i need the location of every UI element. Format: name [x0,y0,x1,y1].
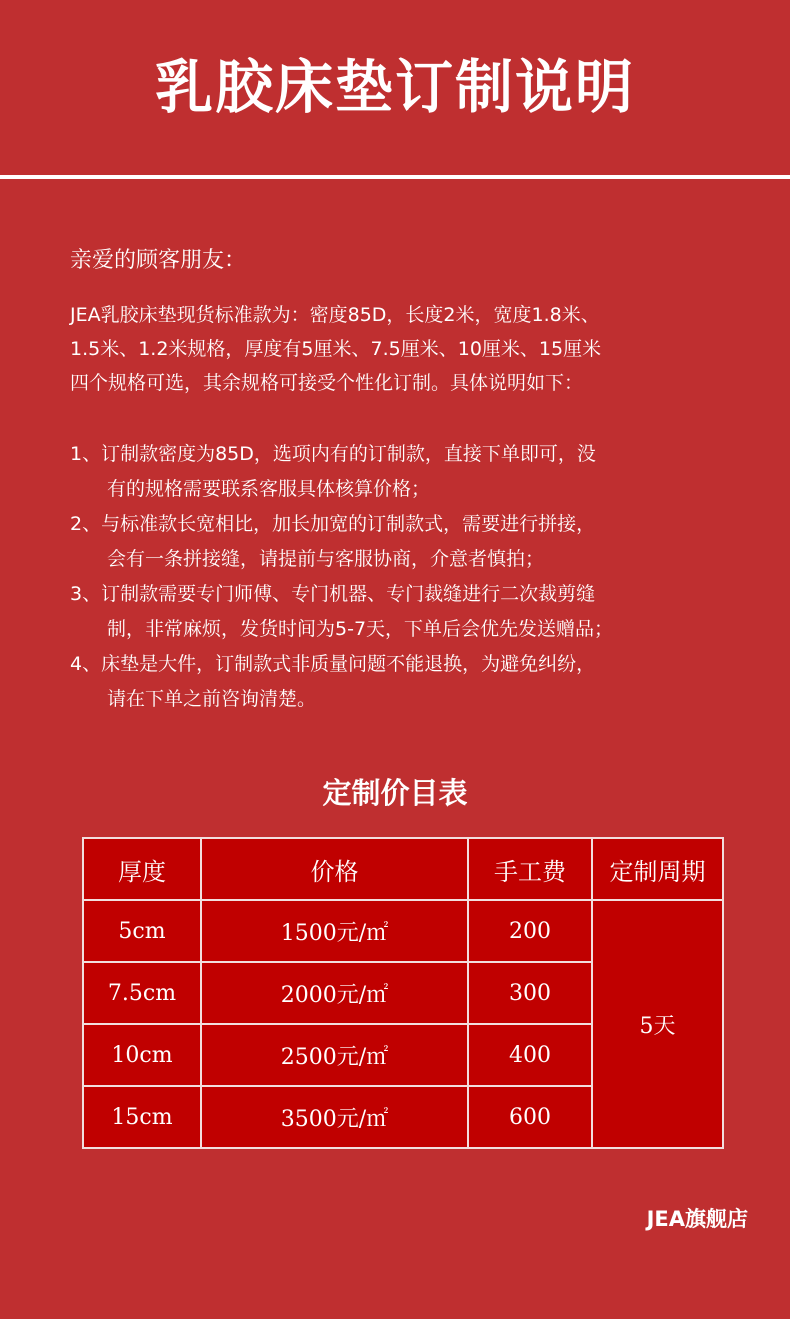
header-thickness: 厚度 [83,838,201,900]
header-fee: 手工费 [468,838,592,900]
intro-line: 1.5米、1.2米规格，厚度有5厘米、7.5厘米、10厘米、15厘米 [70,338,602,360]
note-line: 有的规格需要联系客服具体核算价格； [107,478,431,500]
price-table [82,837,724,1149]
fee-cell: 600 [468,1086,592,1148]
note-line: 1、订制款密度为85D，选项内有的订制款，直接下单即可，没 [70,443,596,465]
price-cell: 1500元/㎡ [201,900,468,962]
intro-paragraph [70,298,740,400]
note-line: 2、与标准款长宽相比，加长加宽的订制款式，需要进行拼接， [70,513,596,535]
thickness-cell: 15cm [83,1086,201,1148]
note-item [70,507,750,577]
table-header-row [83,838,723,900]
header-cycle: 定制周期 [592,838,723,900]
note-item [70,437,750,507]
price-cell: 2000元/㎡ [201,962,468,1024]
note-line: 3、订制款需要专门师傅、专门机器、专门裁缝进行二次裁剪缝 [70,583,596,605]
note-line: 制，非常麻烦，发货时间为5-7天，下单后会优先发送赠品； [107,618,614,640]
page-title: 乳胶床垫订制说明 [154,53,635,121]
note-line: 会有一条拼接缝，请提前与客服协商，介意者慎拍； [107,548,545,570]
note-line: 4、床垫是大件，订制款式非质量问题不能退换，为避免纠纷， [70,653,596,675]
header-price: 价格 [201,838,468,900]
cycle-cell: 5天 [592,900,723,1148]
fee-cell: 300 [468,962,592,1024]
thickness-cell: 7.5cm [83,962,201,1024]
price-table-title: 定制价目表 [322,776,468,810]
thickness-cell: 10cm [83,1024,201,1086]
header-divider [0,175,790,179]
table-row [83,900,723,962]
notes-list [70,437,750,717]
intro-line: JEA乳胶床垫现货标准款为：密度85D，长度2米，宽度1.8米、 [70,304,600,326]
note-line: 请在下单之前咨询清楚。 [107,688,317,710]
fee-cell: 400 [468,1024,592,1086]
note-item [70,577,750,647]
fee-cell: 200 [468,900,592,962]
page-header [0,0,790,175]
note-item [70,647,750,717]
price-cell: 2500元/㎡ [201,1024,468,1086]
shop-name: JEA旗舰店 [646,1207,748,1231]
price-cell: 3500元/㎡ [201,1086,468,1148]
greeting-text: 亲爱的顾客朋友： [70,248,247,273]
intro-line: 四个规格可选，其余规格可接受个性化订制。具体说明如下： [70,372,584,394]
thickness-cell: 5cm [83,900,201,962]
